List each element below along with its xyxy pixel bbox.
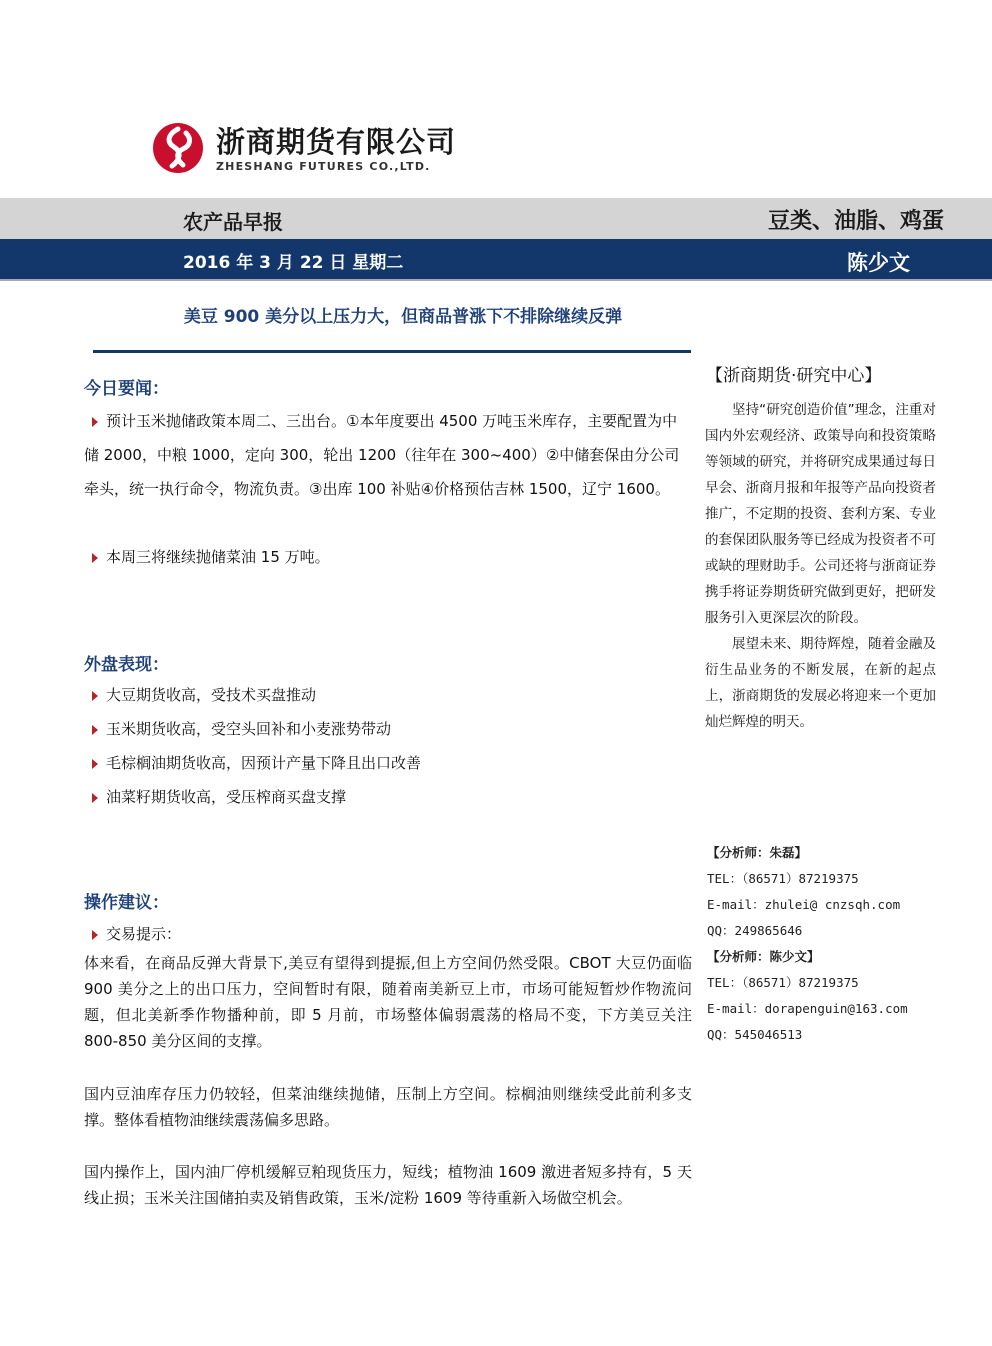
company-name-cn: 浙商期货有限公司 — [216, 125, 457, 159]
section-title-advice: 操作建议： — [84, 893, 169, 913]
analyst-contact-2 — [707, 944, 908, 1048]
bullet-arrow-icon — [92, 725, 98, 735]
company-name-en: ZHESHANG FUTURES CO.,LTD. — [216, 160, 431, 173]
headline: 美豆 900 美分以上压力大，但商品普涨下不排除继续反弹 — [183, 307, 623, 327]
analyst-qq: QQ：545046513 — [707, 1027, 803, 1042]
bullet-arrow-icon — [92, 759, 98, 769]
header-band-blue — [0, 239, 992, 279]
sidebar-title: 【浙商期货·研究中心】 — [706, 366, 882, 386]
analyst-name: 【分析师：陈少文】 — [707, 949, 820, 964]
analyst-tel: TEL：（86571）87219375 — [707, 871, 859, 886]
report-type: 农产品早报 — [183, 210, 283, 234]
header-band-rule — [0, 279, 992, 281]
list-item: 毛棕榈油期货收高，因预计产量下降且出口改善 — [84, 746, 692, 780]
analyst-qq: QQ：249865646 — [707, 923, 803, 938]
analyst-tel: TEL：（86571）87219375 — [707, 975, 859, 990]
bullet-arrow-icon — [92, 793, 98, 803]
trade-tip-label: 交易提示： — [84, 922, 692, 946]
list-item: 油菜籽期货收高，受压榨商买盘支撑 — [84, 780, 692, 814]
analyst-email: E-mail：dorapenguin@163.com — [707, 1001, 908, 1016]
advice-paragraph: 国内豆油库存压力仍较轻，但菜油继续抛储，压制上方空间。棕榈油则继续受此前利多支撑。整体看植物油继续震荡偏多思路。 — [84, 1085, 692, 1129]
list-item: 本周三将继续抛储菜油 15 万吨。 — [84, 540, 692, 574]
analyst-contact-1 — [707, 840, 900, 944]
bullet-arrow-icon — [92, 417, 98, 427]
sidebar-paragraph: 坚持“研究创造价值”理念，注重对国内外宏观经济、政策导向和投资策略等领域的研究，并将研究成果通过每日早会、浙商月报和年报等产品向投资者推广，不定期的投资、套利方案、专业的套保团队服务等已经成为投资者不可或缺的理财助手。公司还将与浙商证券携手将证券期货研究做到更好，把研发服务引入更深层次的阶段。 — [705, 402, 936, 626]
bullet-arrow-icon — [92, 930, 98, 940]
analyst-email: E-mail：zhulei@ cnzsqh.com — [707, 897, 901, 912]
advice-paragraph: 国内操作上，国内油厂停机缓解豆粕现货压力，短线；植物油 1609 激进者短多持有，5 天线止损；玉米关注国储拍卖及销售政策，玉米/淀粉 1609 等待重新入场做空机会。 — [84, 1163, 692, 1207]
sidebar-intro — [705, 397, 936, 735]
list-item: 玉米期货收高，受空头回补和小麦涨势带动 — [84, 712, 692, 746]
report-date: 2016 年 3 月 22 日 星期二 — [183, 253, 404, 273]
report-categories: 豆类、油脂、鸡蛋 — [767, 209, 944, 234]
advice-paragraph: 体来看，在商品反弹大背景下,美豆有望得到提振,但上方空间仍然受限。CBOT 大豆仍面临900 美分之上的出口压力，空间暂时有限，随着南美新豆上市，市场可能短暂炒作物流问题，但北美新季作物播种前，即 5 月前，市场整体偏弱震荡的格局不变，下方美豆关注 800-850 美分区间的支撑。 — [84, 954, 692, 1050]
section-title-today: 今日要闻： — [84, 379, 169, 399]
company-logo-icon — [152, 122, 204, 174]
report-author: 陈少文 — [847, 251, 910, 275]
sidebar-paragraph: 展望未来、期待辉煌，随着金融及衍生品业务的不断发展，在新的起点上，浙商期货的发展必将迎来一个更加灿烂辉煌的明天。 — [705, 636, 936, 730]
bullet-arrow-icon — [92, 553, 98, 563]
headline-rule — [93, 350, 691, 353]
analyst-name: 【分析师：朱磊】 — [707, 845, 808, 860]
list-item: 大豆期货收高，受技术买盘推动 — [84, 678, 692, 712]
section-title-foreign: 外盘表现： — [84, 655, 169, 675]
list-item: 预计玉米抛储政策本周二、三出台。①本年度要出 4500 万吨玉米库存，主要配置为中储 2000，中粮 1000，定向 300，轮出 1200（往年在 300~400）②中储套保由分公司牵头，统一执行命令，物流负责。③出库 100 补贴④价格预估吉林 1500，辽宁 1600。 — [84, 412, 680, 498]
bullet-arrow-icon — [92, 691, 98, 701]
